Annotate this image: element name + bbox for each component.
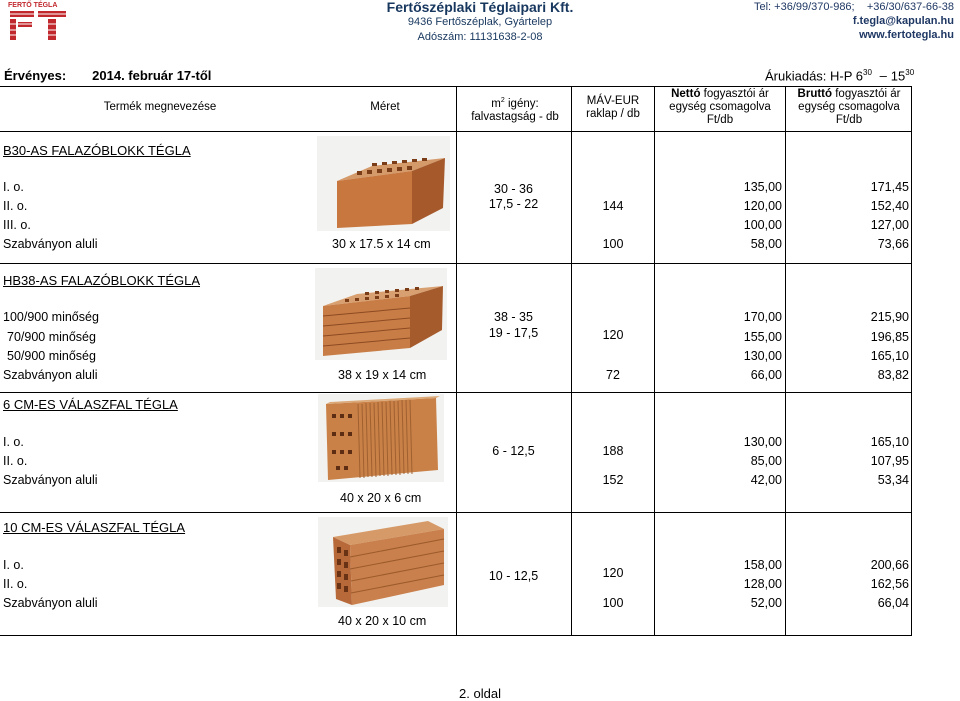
b30-row-name: II. o. xyxy=(3,199,28,213)
b30-need: 30 - 36 xyxy=(494,182,533,196)
vline-5 xyxy=(911,86,912,635)
brick-6cm-image xyxy=(318,394,444,482)
6cm-gross: 165,10 xyxy=(870,435,909,449)
10cm-row-name: I. o. xyxy=(3,558,24,572)
10cm-gross: 162,56 xyxy=(870,577,909,591)
company-address: 9436 Fertőszéplak, Gyártelep xyxy=(407,16,553,28)
section-title-hb38: HB38-AS FALAZÓBLOKK TÉGLA xyxy=(3,273,201,288)
hb38-gross: 215,90 xyxy=(870,310,909,324)
10cm-pallet: 100 xyxy=(602,596,624,610)
6cm-net: 130,00 xyxy=(743,435,782,449)
section-title-10cm: 10 CM-ES VÁLASZFAL TÉGLA xyxy=(3,520,186,535)
validity xyxy=(4,68,237,83)
contact-phone: Tel: +36/99/370-986; +36/30/637-66-38 xyxy=(754,1,954,13)
vline-4 xyxy=(785,86,786,635)
6cm-net: 85,00 xyxy=(750,454,782,468)
col-gross-price: Bruttó fogyasztói ár egység csomagolva Ft/db xyxy=(797,88,901,126)
b30-row-name: III. o. xyxy=(3,218,31,232)
hb38-row-name: Szabványon aluli xyxy=(3,368,98,382)
company-header xyxy=(330,0,630,45)
hb38-row-name: 50/900 minőség xyxy=(7,349,96,363)
vline-3 xyxy=(654,86,655,635)
company-name: Fertőszéplaki Téglaipari Kft. xyxy=(386,0,574,15)
10cm-net: 128,00 xyxy=(743,577,782,591)
section-title-b30: B30-AS FALAZÓBLOKK TÉGLA xyxy=(3,143,191,158)
6cm-pallet: 152 xyxy=(602,473,624,487)
hb38-net: 155,00 xyxy=(743,330,782,344)
delivery-hours xyxy=(765,68,914,83)
delivery-label: Árukiadás: H-P 6 xyxy=(765,68,864,84)
vline-2 xyxy=(571,86,572,635)
6cm-pallet: 188 xyxy=(602,444,624,458)
10cm-size: 40 x 20 x 10 cm xyxy=(338,614,427,628)
10cm-net: 158,00 xyxy=(743,558,782,572)
hb38-gross: 196,85 xyxy=(870,330,909,344)
6cm-size: 40 x 20 x 6 cm xyxy=(340,491,422,505)
b30-row-name: I. o. xyxy=(3,180,24,194)
col-net-price: Nettó fogyasztói ár egység csomagolva Ft/db xyxy=(669,88,771,126)
10cm-net: 52,00 xyxy=(750,596,782,610)
page-number: 2. oldal xyxy=(459,686,501,701)
delivery-end: 15 xyxy=(890,68,906,84)
6cm-gross: 107,95 xyxy=(870,454,909,468)
col-pallet: MÁV-EUR raklap / db xyxy=(586,95,640,120)
rule-bottom xyxy=(0,635,912,636)
brick-10cm-image xyxy=(318,517,448,607)
b30-row-name: Szabványon aluli xyxy=(3,237,98,251)
col-need: $m^2$ igény: falvastagság - db xyxy=(471,97,559,123)
b30-pallet: 100 xyxy=(602,237,624,251)
contact-web[interactable]: www.fertotegla.hu xyxy=(859,29,954,41)
section-title-6cm: 6 CM-ES VÁLASZFAL TÉGLA xyxy=(3,397,178,412)
company-tax-id: Adószám: 11131638-2-08 xyxy=(417,31,543,43)
hb38-net: 170,00 xyxy=(743,310,782,324)
delivery-dash: – xyxy=(879,68,887,84)
6cm-row-name: I. o. xyxy=(3,435,24,449)
hb38-gross: 165,10 xyxy=(870,349,909,363)
b30-pallet: 144 xyxy=(602,199,624,213)
b30-gross: 127,00 xyxy=(870,218,909,232)
6cm-row-name: II. o. xyxy=(3,454,28,468)
b30-gross: 152,40 xyxy=(870,199,909,213)
hb38-pallet: 120 xyxy=(602,328,624,342)
b30-size: 30 x 17.5 x 14 cm xyxy=(332,237,431,251)
b30-net: 100,00 xyxy=(743,218,782,232)
b30-need: 17,5 - 22 xyxy=(488,197,539,211)
6cm-row-name: Szabványon aluli xyxy=(3,473,98,487)
brick-b30-image xyxy=(317,136,450,231)
hb38-need: 38 - 35 xyxy=(494,310,533,324)
contact-block xyxy=(754,0,954,42)
6cm-gross: 53,34 xyxy=(877,473,909,487)
10cm-gross: 66,04 xyxy=(877,596,909,610)
delivery-end-sup: 30 xyxy=(905,68,915,77)
brick-hb38-image xyxy=(315,268,447,360)
b30-gross: 73,66 xyxy=(877,237,909,251)
hb38-net: 66,00 xyxy=(750,368,782,382)
col-size: Méret xyxy=(370,101,400,113)
hb38-row-name: 70/900 minőség xyxy=(7,330,96,344)
hb38-pallet: 72 xyxy=(606,368,620,382)
delivery-start-sup: 30 xyxy=(863,68,872,77)
validity-label: Érvényes: xyxy=(4,68,67,83)
10cm-row-name: II. o. xyxy=(3,577,28,591)
10cm-row-name: Szabványon aluli xyxy=(3,596,98,610)
b30-net: 135,00 xyxy=(743,180,782,194)
col-name: Termék megnevezése xyxy=(103,101,217,113)
hb38-size: 38 x 19 x 14 cm xyxy=(338,368,427,382)
contact-email[interactable]: f.tegla@kapulan.hu xyxy=(852,15,954,27)
b30-net: 120,00 xyxy=(743,199,782,213)
b30-gross: 171,45 xyxy=(870,180,909,194)
hb38-row-name: 100/900 minőség xyxy=(3,310,99,324)
company-logo xyxy=(6,0,70,42)
6cm-net: 42,00 xyxy=(750,473,782,487)
b30-net: 58,00 xyxy=(750,237,782,251)
10cm-pallet: 120 xyxy=(602,566,624,580)
hb38-need: 19 - 17,5 xyxy=(488,326,539,340)
hb38-net: 130,00 xyxy=(743,349,782,363)
10cm-gross: 200,66 xyxy=(870,558,909,572)
validity-date: 2014. február 17-től xyxy=(92,68,212,83)
6cm-need: 6 - 12,5 xyxy=(492,444,535,458)
vline-1 xyxy=(456,86,457,635)
10cm-need: 10 - 12,5 xyxy=(488,569,539,583)
logo-text: FERTŐ TÉGLA xyxy=(8,2,58,9)
hb38-gross: 83,82 xyxy=(877,368,909,382)
